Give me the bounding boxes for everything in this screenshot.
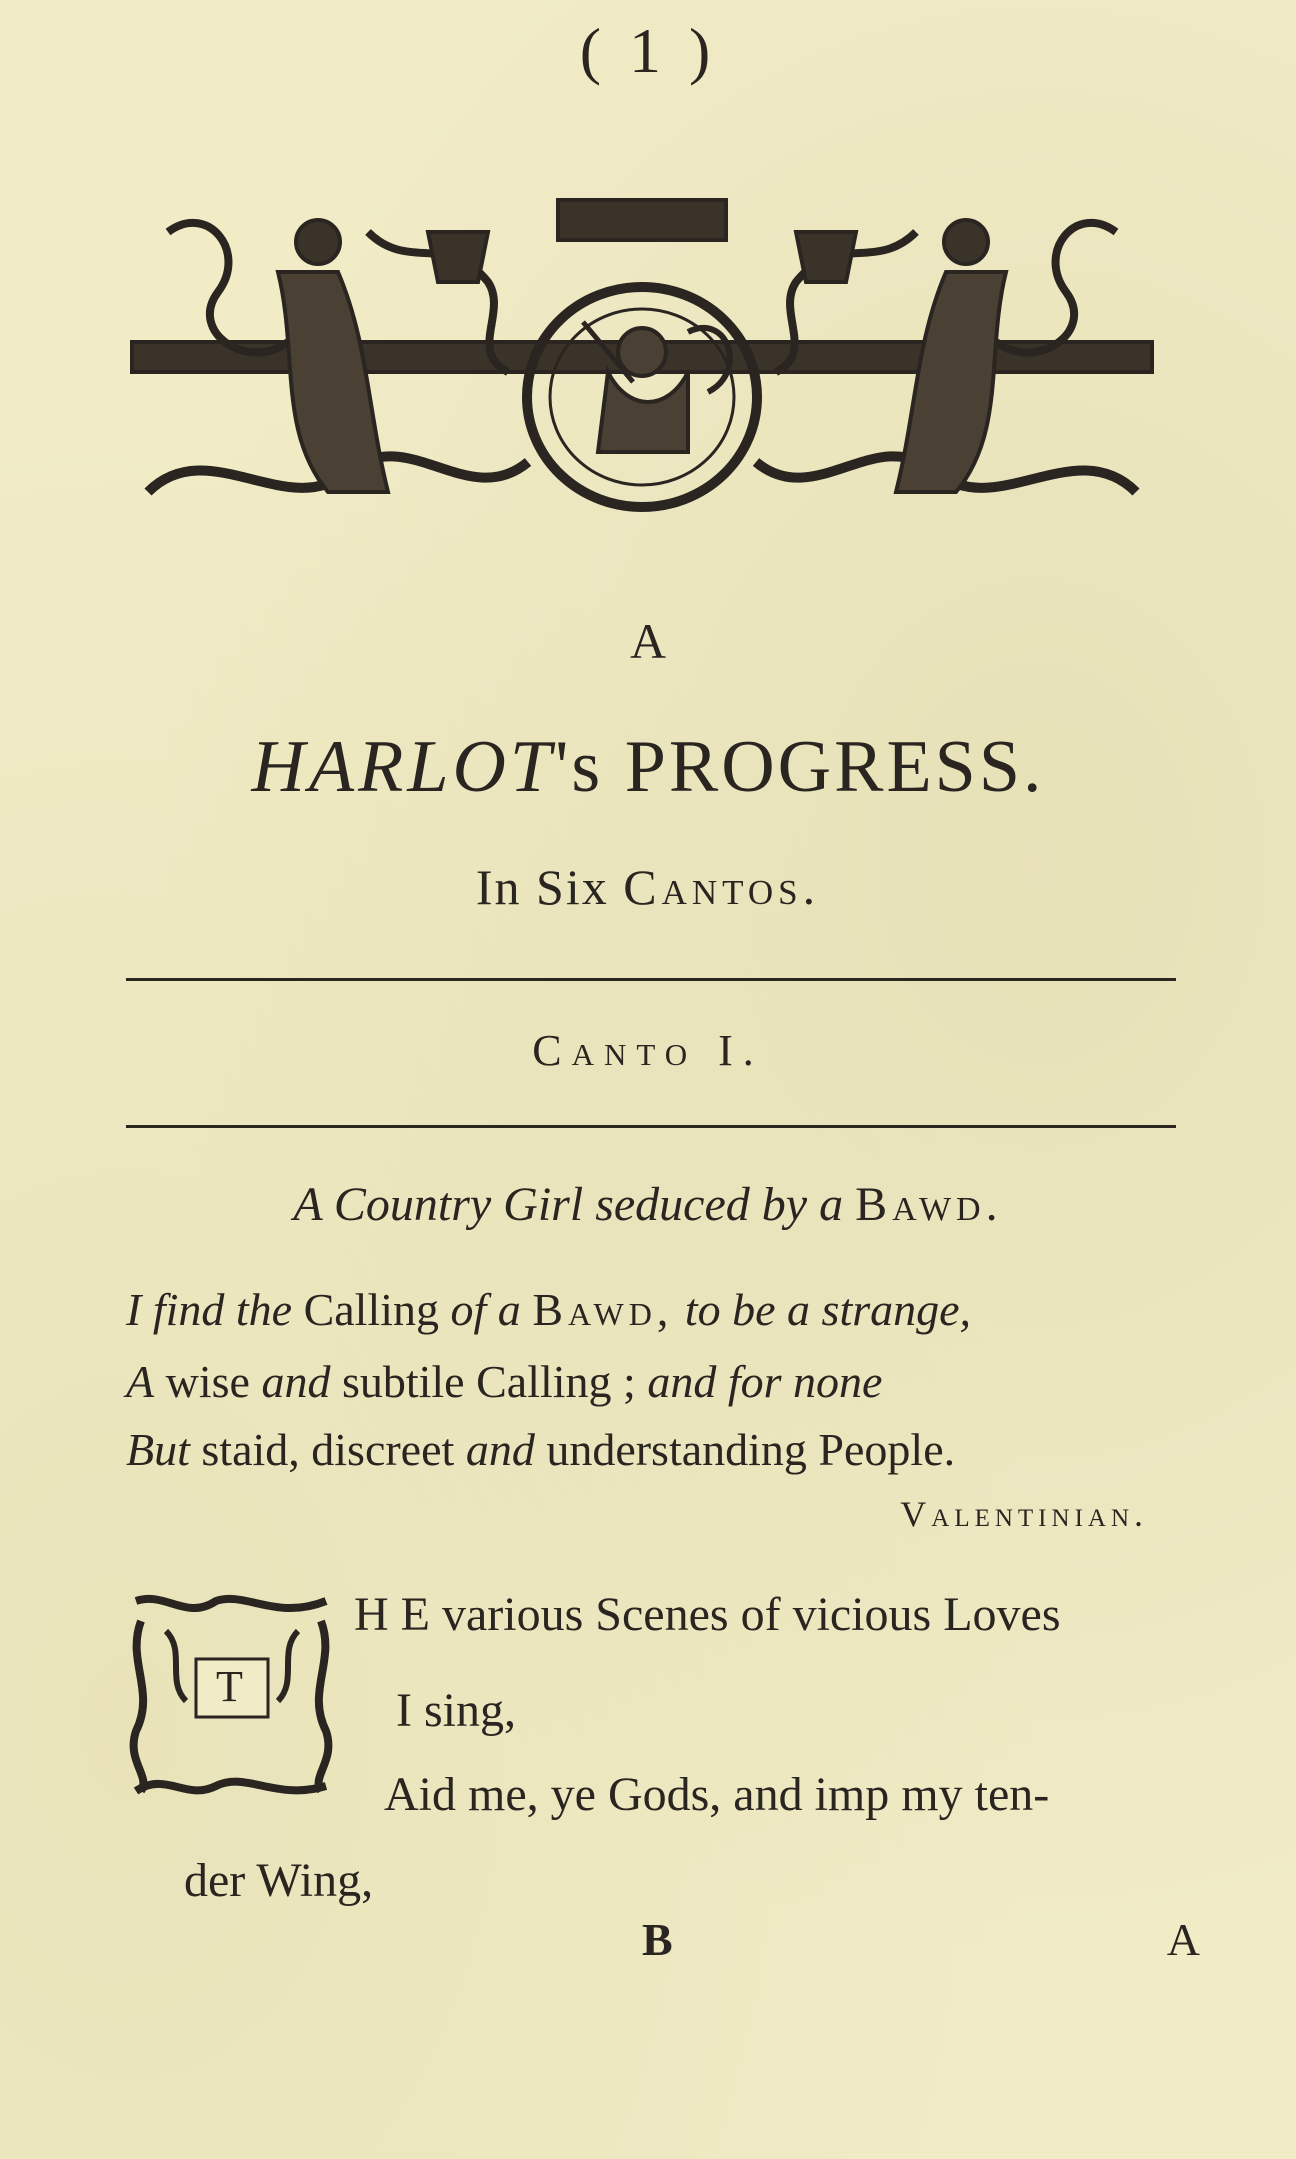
argument-line — [0, 1177, 1296, 1232]
epigraph-text: subtile Calling ; — [341, 1356, 636, 1407]
epigraph-text: and — [261, 1356, 331, 1407]
epigraph-text: staid, discreet — [201, 1424, 455, 1475]
signature-mark: B — [642, 1914, 673, 1965]
poem-line-2b: der Wing, — [184, 1854, 374, 1907]
epigraph-text: of a — [450, 1284, 521, 1335]
epigraph-text: But — [126, 1424, 190, 1475]
poem-line-2a: Aid me, ye Gods, and imp my ten- — [384, 1768, 1050, 1821]
book-title — [0, 725, 1296, 810]
argument-italic: A Country Girl seduced by a — [293, 1178, 844, 1231]
poem-line-1b: I sing, — [396, 1684, 516, 1737]
bottom-rule — [126, 1125, 1176, 1128]
epigraph-text: Calling — [303, 1284, 440, 1335]
epigraph-line-2 — [126, 1356, 883, 1407]
epigraph-text: I find the — [126, 1284, 293, 1335]
drop-cap-letter: T — [216, 1662, 243, 1711]
ornamental-headpiece — [128, 192, 1156, 524]
top-rule — [126, 978, 1176, 981]
subtitle — [0, 858, 1296, 916]
epigraph-text: to be a strange, — [684, 1284, 972, 1335]
epigraph-text: wise — [165, 1356, 250, 1407]
title-italic-part: HARLOT — [251, 726, 556, 808]
drop-cap-ornament — [126, 1591, 338, 1803]
argument-bawd: Bawd. — [855, 1178, 1003, 1231]
epigraph-author: Valentinian. — [900, 1494, 1148, 1534]
title-article: A — [629, 613, 667, 669]
catchword: A — [1166, 1914, 1200, 1965]
epigraph-line-1 — [126, 1284, 972, 1335]
canto-heading: Canto I. — [532, 1026, 764, 1075]
epigraph-text: and — [465, 1424, 535, 1475]
title-rest: 's PROGRESS. — [555, 726, 1045, 808]
epigraph-text: understanding People. — [546, 1424, 956, 1475]
poem-line-1a: H E various Scenes of vicious Loves — [354, 1588, 1061, 1641]
subtitle-prefix: In Six — [475, 859, 609, 915]
page-number: ( 1 ) — [579, 15, 717, 86]
epigraph-text: A — [126, 1356, 155, 1407]
epigraph-text: Bawd, — [532, 1284, 674, 1335]
epigraph-text: and for none — [647, 1356, 883, 1407]
epigraph-line-3 — [126, 1424, 956, 1475]
subtitle-cantos: Cantos. — [623, 859, 821, 915]
